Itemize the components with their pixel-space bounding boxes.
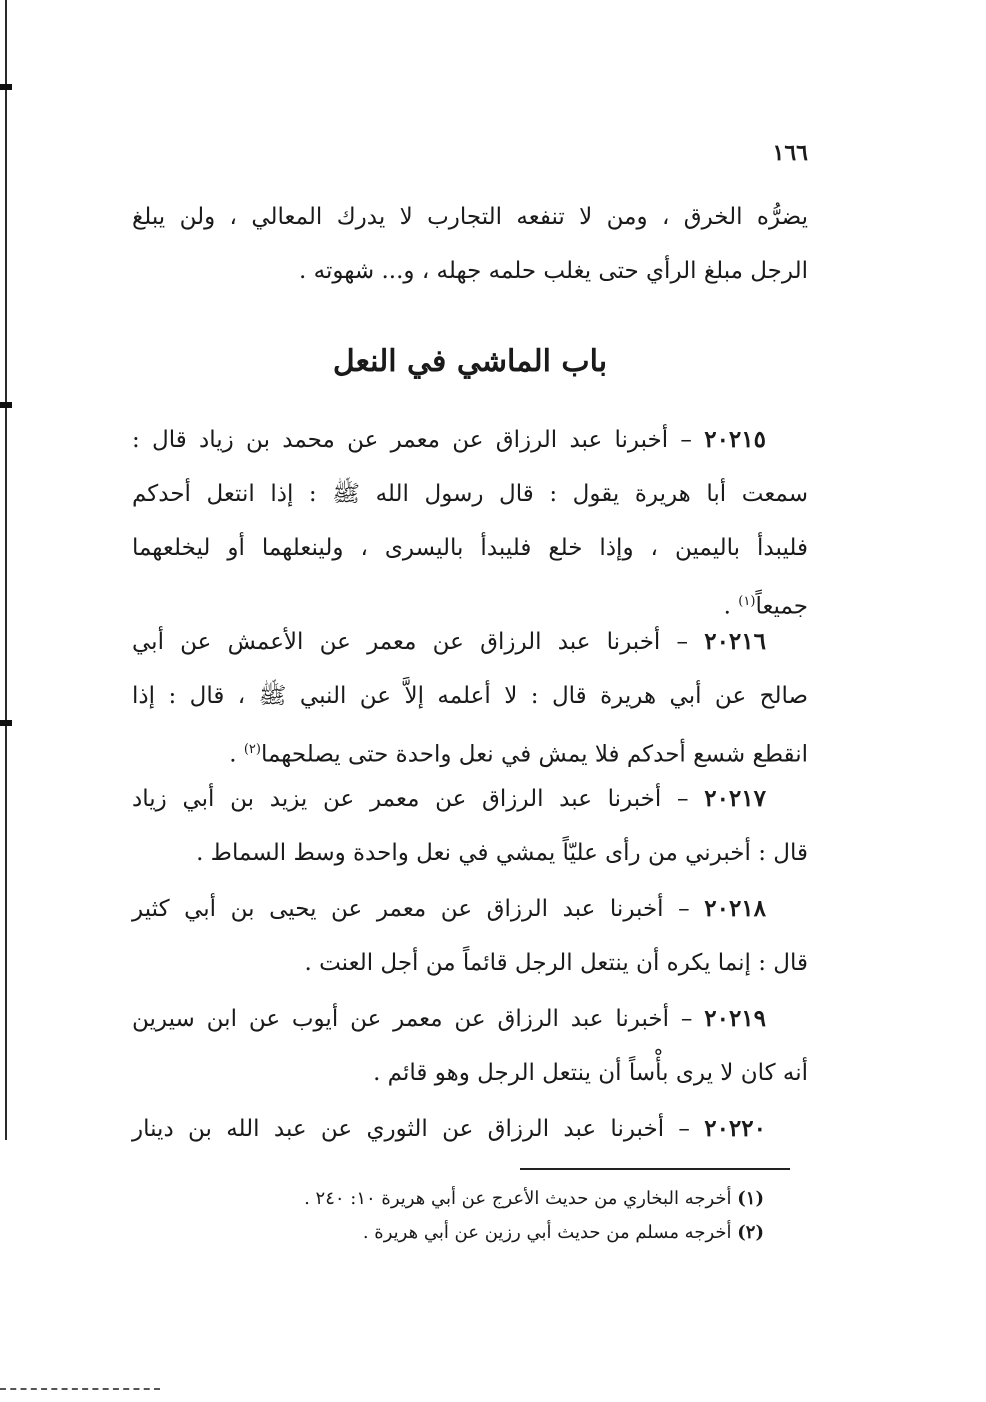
text-line: قال : إنما يكره أن ينتعل الرجل قائماً من أجل العنت . [304,950,808,976]
hadith-text: – أخبرنا عبد الرزاق عن معمر عن يحيى بن أبي كثير [132,896,690,922]
text-line: أنه كان لا يرى بأْساً أن ينتعل الرجل وهو قائم . [373,1060,808,1086]
hadith-text: – أخبرنا عبد الرزاق عن معمر عن محمد بن زياد قال : [132,427,692,453]
footnote-text: أخرجه البخاري من حديث الأعرج عن أبي هريرة ١٠: ٢٤٠ . [304,1188,732,1209]
hadith-text: – أخبرنا عبد الرزاق عن معمر عن أيوب عن ابن سيرين [132,1006,693,1032]
text-line: صالح عن أبي هريرة قال : لا أعلمه إلاَّ عن النبي ﷺ ، قال : إذا [132,683,808,709]
hadith-number: ٢٠٢١٦ [704,628,766,655]
footnote-mark: (١) [737,1188,764,1209]
scan-mark [0,720,12,726]
footnotes [132,1182,764,1250]
text-line: سمعت أبا هريرة يقول : قال رسول الله ﷺ : إذا انتعل أحدكم [132,481,808,507]
scan-dash [0,1388,160,1390]
footnote [132,1182,764,1216]
hadith-entry [132,413,808,629]
hadith-number: ٢٠٢٢٠ [704,1115,766,1142]
scan-mark [0,84,12,90]
text-line: قال : أخبرني من رأى عليّاً يمشي في نعل واحدة وسط السماط . [196,840,808,866]
footnote-divider [520,1168,790,1170]
text-line [132,413,808,467]
footnote-mark: (٢) [737,1222,764,1243]
text-line: يضرُّه الخرق ، ومن لا تنفعه التجارب لا يدرك المعالي ، ولن يبلغ [132,204,808,230]
hadith-text: جميعاً [755,593,808,620]
text-line: فليبدأ باليمين ، وإذا خلع فليبدأ باليسرى ، ولينعلهما أو ليخلعهما [132,535,808,561]
hadith-entry [132,772,808,880]
hadith-number: ٢٠٢١٨ [704,895,767,922]
footnote-ref: (٢) [243,742,261,757]
hadith-text: – أخبرنا عبد الرزاق عن الثوري عن عبد الله بن دينار [132,1116,690,1142]
hadith-text: – أخبرنا عبد الرزاق عن معمر عن الأعمش عن أبي [132,629,689,655]
hadith-text: انقطع شسع أحدكم فلا يمش في نعل واحدة حتى يصلحهما [260,741,808,768]
intro-paragraph [132,190,808,298]
text-line [132,1102,808,1156]
hadith-number: ٢٠٢١٩ [704,1005,767,1032]
scan-mark [0,402,12,408]
hadith-entry [132,992,808,1100]
hadith-text-end: . [229,741,244,768]
text-line: الرجل مبلغ الرأي حتى يغلب حلمه جهله ، و... شهوته . [299,258,808,284]
hadith-entry [132,882,808,990]
text-line [132,772,808,826]
text-line [132,882,808,936]
text-line [132,723,808,777]
scan-edge-line [5,0,7,1140]
footnote-text: أخرجه مسلم من حديث أبي رزين عن أبي هريرة . [362,1222,732,1243]
text-line [132,992,808,1046]
text-line [132,615,808,669]
hadith-text-end: . [723,593,739,620]
page-number: ١٦٦ [772,140,808,166]
footnote [132,1216,764,1250]
chapter-title: باب الماشي في النعل [332,344,608,379]
hadith-entry [132,1102,808,1156]
hadith-entry [132,615,808,777]
footnote-ref: (١) [738,594,756,609]
hadith-text: – أخبرنا عبد الرزاق عن معمر عن يزيد بن أبي زياد [132,786,689,812]
hadith-number: ٢٠٢١٥ [704,426,766,453]
hadith-number: ٢٠٢١٧ [704,785,766,812]
